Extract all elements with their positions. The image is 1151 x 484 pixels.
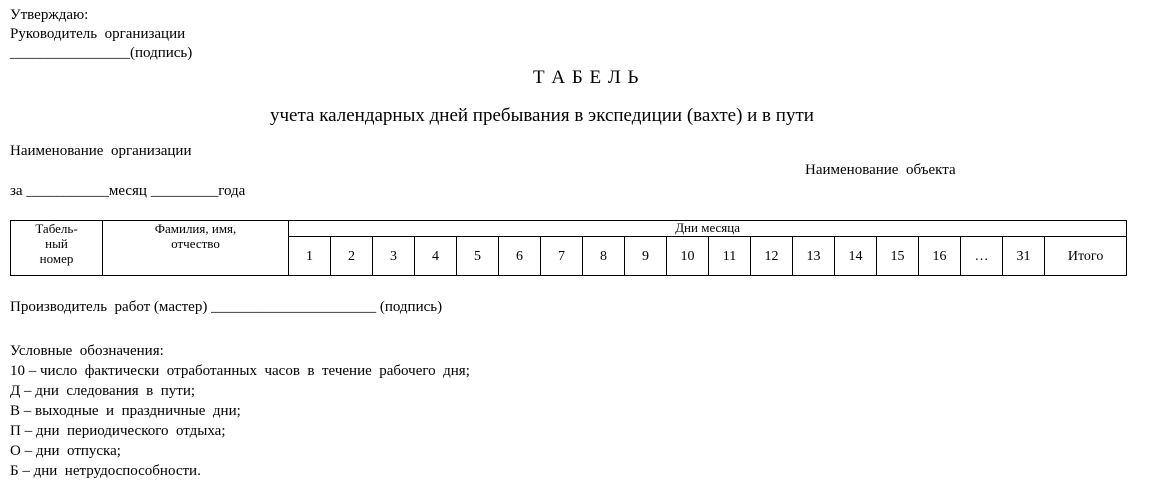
day-cell: 1 bbox=[289, 237, 331, 276]
legend bbox=[10, 341, 470, 481]
legend-item: В – выходные и праздничные дни; bbox=[10, 403, 241, 419]
col-header-days-of-month: Дни месяца bbox=[289, 221, 1127, 237]
document-subtitle: учета календарных дней пребывания в экспедиции (вахте) и в пути bbox=[270, 105, 814, 126]
day-cell: 13 bbox=[793, 237, 835, 276]
day-cell: 5 bbox=[457, 237, 499, 276]
day-cell: 7 bbox=[541, 237, 583, 276]
col-header-tabel-line: Табель- bbox=[35, 221, 78, 236]
legend-item: Д – дни следования в пути; bbox=[10, 383, 196, 399]
day-cell: 10 bbox=[667, 237, 709, 276]
day-cell: 14 bbox=[835, 237, 877, 276]
day-cell: 9 bbox=[625, 237, 667, 276]
approval-position: Руководитель организации bbox=[10, 26, 186, 42]
timesheet-table bbox=[10, 220, 1127, 276]
organization-name-label: Наименование организации bbox=[10, 143, 192, 159]
legend-item: О – дни отпуска; bbox=[10, 443, 121, 459]
period-line: за ___________месяц _________года bbox=[10, 183, 246, 199]
foreman-signature-line: Производитель работ (мастер) ______________________ (подпись) bbox=[10, 299, 443, 315]
day-cell: 12 bbox=[751, 237, 793, 276]
approval-label: Утверждаю: bbox=[10, 7, 89, 23]
day-cell: 31 bbox=[1003, 237, 1045, 276]
approval-signature-line: ________________(подпись) bbox=[10, 45, 193, 61]
day-cell-ellipsis: … bbox=[961, 237, 1003, 276]
legend-item: П – дни периодического отдыха; bbox=[10, 423, 226, 439]
legend-item: Б – дни нетрудоспособности. bbox=[10, 463, 201, 479]
day-cell: 6 bbox=[499, 237, 541, 276]
col-header-name-line: Фамилия, имя, bbox=[154, 221, 237, 236]
day-cell: 2 bbox=[331, 237, 373, 276]
total-cell: Итого bbox=[1045, 237, 1127, 276]
legend-item: 10 – число фактически отработанных часов в течение рабочего дня; bbox=[10, 363, 470, 379]
document-title: Т А Б Е Л Ь bbox=[533, 67, 640, 88]
col-header-tabel-line: ный bbox=[45, 236, 68, 251]
col-header-tabel-number bbox=[11, 221, 103, 276]
day-cell: 16 bbox=[919, 237, 961, 276]
object-name-label: Наименование объекта bbox=[805, 162, 956, 178]
legend-title: Условные обозначения: bbox=[10, 343, 164, 359]
day-cell: 11 bbox=[709, 237, 751, 276]
day-cell: 4 bbox=[415, 237, 457, 276]
day-cell: 8 bbox=[583, 237, 625, 276]
col-header-tabel-line: номер bbox=[39, 251, 74, 266]
day-cell: 3 bbox=[373, 237, 415, 276]
day-cell: 15 bbox=[877, 237, 919, 276]
col-header-full-name bbox=[103, 221, 289, 276]
col-header-name-line: отчество bbox=[171, 236, 220, 251]
